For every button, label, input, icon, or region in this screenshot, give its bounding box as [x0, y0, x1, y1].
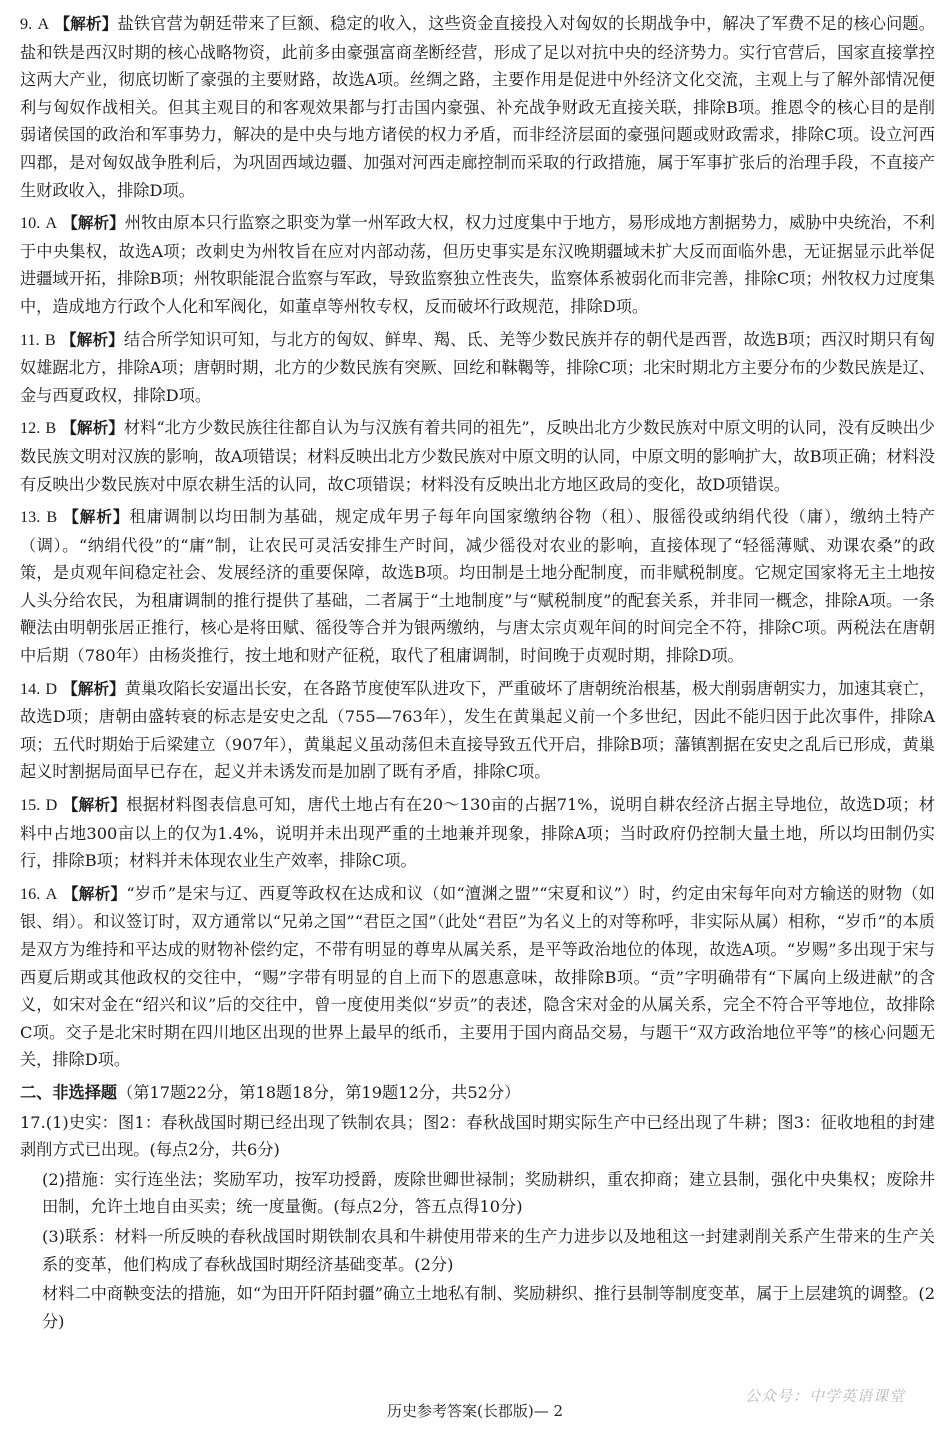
- page-footer: 历史参考答案(长郡版)— 2: [386, 1402, 564, 1420]
- analysis-text: 材料“北方少数民族往往都自认为与汉族有着共同的祖先”，反映出北方少数民族对中原文明的认同，没有反映出少数民族文明对汉族的影响，故A项错误；材料反映出北方少数民族对中原文明的认同，中原文明的影响扩大，故B项正确；材料没有反映出少数民族对中原农耕生活的认同，故C项错误；材料没有反映出北方地区政局的变化，故D项错误。: [20, 418, 935, 494]
- question-number: 14.: [20, 679, 41, 698]
- section-title: 二、非选择题: [20, 1082, 118, 1102]
- question-number: 16.: [20, 884, 41, 903]
- analysis-text: 黄巢攻陷长安逼出长安，在各路节度使军队进攻下，严重破坏了唐朝统治根基，极大削弱唐朝实力，加速其衰亡，故选D项；唐朝由盛转衰的标志是安史之乱（755—763年），发生在黄巢起义前一个多世纪，因此不能归因于此次事件，排除A项；五代时期始于后梁建立（907年），黄巢起义虽动荡但未直接导致五代开启，排除B项；藩镇割据在安史之乱后已形成，黄巢起义时割据局面早已存在，起义并未诱发而是加剧了既有矛盾，排除C项。: [20, 678, 935, 782]
- question-number: 15.: [20, 796, 41, 815]
- answer-page: [20, 10, 935, 1337]
- answer-item-17: [20, 1109, 935, 1336]
- analysis-tag: 【解析】: [54, 15, 118, 33]
- answer-letter: A: [37, 15, 50, 33]
- section-heading: [20, 1079, 935, 1107]
- analysis-tag: 【解析】: [62, 214, 125, 233]
- answer-item-11: [20, 326, 935, 410]
- analysis-text: 州牧由原本只行监察之职变为掌一州军政大权，权力过度集中于地方，易形成地方割据势力，威胁中央统治，不利于中央集权，故选A项；改刺史为州牧旨在应对内部动荡，但历史事实是东汉晚期疆域未扩大反而面临外患，无证据显示此举促进疆域开拓，排除B项；州牧职能混合监察与军政，导致监察独立性丧失，监察体系被弱化而非完善，排除C项；州牧权力过度集中，造成地方行政个人化和军阀化，如董卓等州牧专权，反而破坏行政规范，排除D项。: [20, 213, 935, 316]
- answer-letter: D: [45, 679, 58, 698]
- answer-item-14: [20, 675, 935, 786]
- q17-part-2: (2)措施：实行连坐法；奖励军功，按军功授爵，废除世卿世禄制；奖励耕织，重农抑商；建立县制，强化中央集权；废除井田制，允许土地自由买卖；统一度量衡。(每点2分，答五点得10分): [42, 1169, 935, 1217]
- analysis-tag: 【解析】: [62, 796, 127, 815]
- answer-item-12: [20, 414, 935, 498]
- q17-part-1-text: (1)史实：图1：春秋战国时期已经出现了铁制农具；图2：春秋战国时期实际生产中已经出现了牛耕；图3：征收地租的封建剥削方式已出现。(每点2分，共6分): [20, 1112, 935, 1160]
- analysis-text: “岁币”是宋与辽、西夏等政权在达成和议（如“澶渊之盟”“宋夏和议”）时，约定由宋每年向对方输送的财物（如银、绢）。和议签订时，双方通常以“兄弟之国”“君臣之国”（此处“君臣”为名义上的对等称呼，非实际从属）相称，“岁币”的本质是双方为维持和平达成的财物补偿约定，不带有明显的尊卑从属关系，是平等政治地位的体现，故选A项。“岁赐”多出现于宋与西夏后期或其他政权的交往中，“赐”字带有明显的自上而下的恩惠意味，故排除B项。“贡”字明确带有“下属向上级进献”的含义，如宋对金在“绍兴和议”后的交往中，曾一度使用类似“岁贡”的表述，隐含宋对金的从属关系，完全不符合平等地位，故排除C项。交子是北宋时期在四川地区出现的世界上最早的纸币，主要用于国内商品交易，与题干“双方政治地位平等”的核心问题无关，排除D项。: [20, 883, 935, 1070]
- answer-letter: D: [45, 796, 58, 815]
- q17-part-1: [20, 1109, 935, 1164]
- answer-letter: B: [46, 508, 58, 527]
- analysis-text: 根据材料图表信息可知，唐代土地占有在20～130亩的占据71%，说明自耕农经济占据主导地位，故选D项；材料中占地300亩以上的仅为1.4%，说明并未出现严重的土地兼并现象，排除A项；当时政府仍控制大量土地，所以均田制仍实行，排除B项；材料并未体现农业生产效率，排除C项。: [20, 795, 935, 871]
- answer-item-13: [20, 503, 935, 670]
- analysis-tag: 【解析】: [61, 419, 124, 438]
- question-number: 12.: [20, 419, 41, 438]
- answer-item-9: [20, 10, 935, 204]
- answer-item-10: [20, 209, 935, 320]
- question-number: 9.: [20, 15, 33, 33]
- answer-letter: A: [45, 884, 58, 903]
- analysis-text: 租庸调制以均田制为基础，规定成年男子每年向国家缴纳谷物（租）、服徭役或纳绢代役（庸），缴纳土特产（调）。“纳绢代役”的“庸”制，让农民可灵活安排生产时间，减少徭役对农业的影响，直接体现了“轻徭薄赋、劝课农桑”的政策，是贞观年间稳定社会、发展经济的重要保障，故选B项。均田制是土地分配制度，而非赋税制度。它规定国家将无主土地按人头分给农民，为租庸调制的推行提供了基础，二者属于“土地制度”与“赋税制度”的配套关系，并非同一概念，排除A项。一条鞭法由明朝张居正推行，核心是将田赋、徭役等合并为银两缴纳，与唐太宗贞观年间的时间完全不符，排除C项。两税法在唐朝中后期（780年）由杨炎推行，按土地和财产征税，取代了租庸调制，时间晚于贞观时期，排除D项。: [20, 507, 935, 666]
- answer-letter: B: [45, 419, 57, 438]
- analysis-tag: 【解析】: [62, 884, 127, 903]
- question-number: 17.: [20, 1112, 46, 1132]
- answer-letter: B: [44, 330, 56, 349]
- answer-letter: A: [45, 214, 58, 233]
- q17-part-3-continued: 材料二中商鞅变法的措施，如“为田开阡陌封疆”确立土地私有制、奖励耕织、推行县制等制度变革，属于上层建筑的调整。(2分): [42, 1284, 935, 1331]
- analysis-tag: 【解析】: [63, 508, 130, 527]
- question-number: 11.: [20, 330, 40, 349]
- answer-item-15: [20, 791, 935, 875]
- watermark-text: 公众号：中学英语课堂: [744, 1387, 905, 1405]
- answer-item-16: [20, 880, 935, 1074]
- section-score-note: （第17题22分，第18题18分，第19题12分，共52分）: [117, 1082, 521, 1102]
- analysis-text: 结合所学知识可知，与北方的匈奴、鲜卑、羯、氐、羌等少数民族并存的朝代是西晋，故选B项；西汉时期只有匈奴雄踞北方，排除A项；唐朝时期，北方的少数民族有突厥、回纥和靺鞨等，排除C项；北宋时期北方主要分布的少数民族是辽、金与西夏政权，排除D项。: [20, 329, 935, 405]
- question-number: 13.: [20, 508, 41, 527]
- q17-part-3: (3)联系：材料一所反映的春秋战国时期铁制农具和牛耕使用带来的生产力进步以及地租这一封建剥削关系产生带来的生产关系的变革，他们构成了春秋战国时期经济基础变革。(2分): [42, 1226, 935, 1274]
- analysis-tag: 【解析】: [62, 679, 125, 698]
- analysis-tag: 【解析】: [61, 330, 124, 349]
- question-number: 10.: [20, 214, 41, 233]
- analysis-text: 盐铁官营为朝廷带来了巨额、稳定的收入，这些资金直接投入对匈奴的长期战争中，解决了军费不足的核心问题。盐和铁是西汉时期的核心战略物资，此前多由豪强富商垄断经营，形成了足以对抗中央的经济势力。实行官营后，国家直接掌控这两大产业，彻底切断了豪强的主要财路，故选A项。丝绸之路，主要作用是促进中外经济文化交流，主观上与了解外部情况便利与匈奴作战相关。但其主观目的和客观效果都与打击国内豪强、补充战争财政无直接关联，排除B项。推恩令的核心目的是削弱诸侯国的政治和军事势力，解决的是中央与地方诸侯的权力矛盾，而非经济层面的豪强问题或财政需求，排除C项。设立河西四郡，是对匈奴战争胜利后，为巩固西域边疆、加强对河西走廊控制而采取的行政措施，属于军事扩张后的治理手段，不直接产生财政收入，排除D项。: [20, 14, 935, 200]
